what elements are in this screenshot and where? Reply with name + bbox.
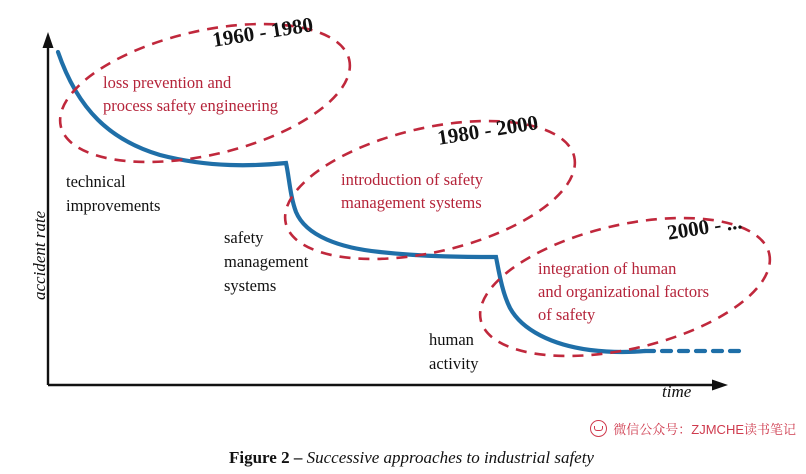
stage-2-line-3: systems <box>224 276 277 295</box>
bubble-2-line-1: introduction of safety <box>341 170 484 189</box>
era-label-1960-1980: 1960 - 1980 <box>210 12 315 52</box>
stage-3-line-1: human <box>429 330 474 349</box>
figure-caption-prefix: Figure 2 – <box>229 448 307 468</box>
era-bubbles <box>47 0 783 381</box>
figure-caption-text: Successive approaches to industrial safety <box>306 448 594 468</box>
era-label-1980-2000: 1980 - 2000 <box>435 110 540 150</box>
x-axis-label: time <box>662 382 692 401</box>
bubble-1-line-2: process safety engineering <box>103 96 279 115</box>
bubble-1-line-1: loss prevention and <box>103 73 232 92</box>
stage-2-line-1: safety <box>224 228 264 247</box>
y-axis-label: accident rate <box>30 210 49 300</box>
stage-3-line-2: activity <box>429 354 479 373</box>
bubble-3-line-1: integration of human <box>538 259 677 278</box>
watermark-text: 微信公众号：ZJMCHE读书笔记 <box>613 422 796 437</box>
bubble-3-line-2: and organizational factors <box>538 282 710 301</box>
era-label-2000-present: 2000 - ... <box>665 209 744 245</box>
bubble-2-line-2: management systems <box>341 193 482 212</box>
figure-caption <box>0 428 806 474</box>
stage-1-line-1: technical <box>66 172 126 191</box>
stage-1-line-2: improvements <box>66 196 161 215</box>
stage-2-line-2: management <box>224 252 309 271</box>
bubble-3-line-3: of safety <box>538 305 596 324</box>
bubble-ellipse-1 <box>47 0 363 187</box>
